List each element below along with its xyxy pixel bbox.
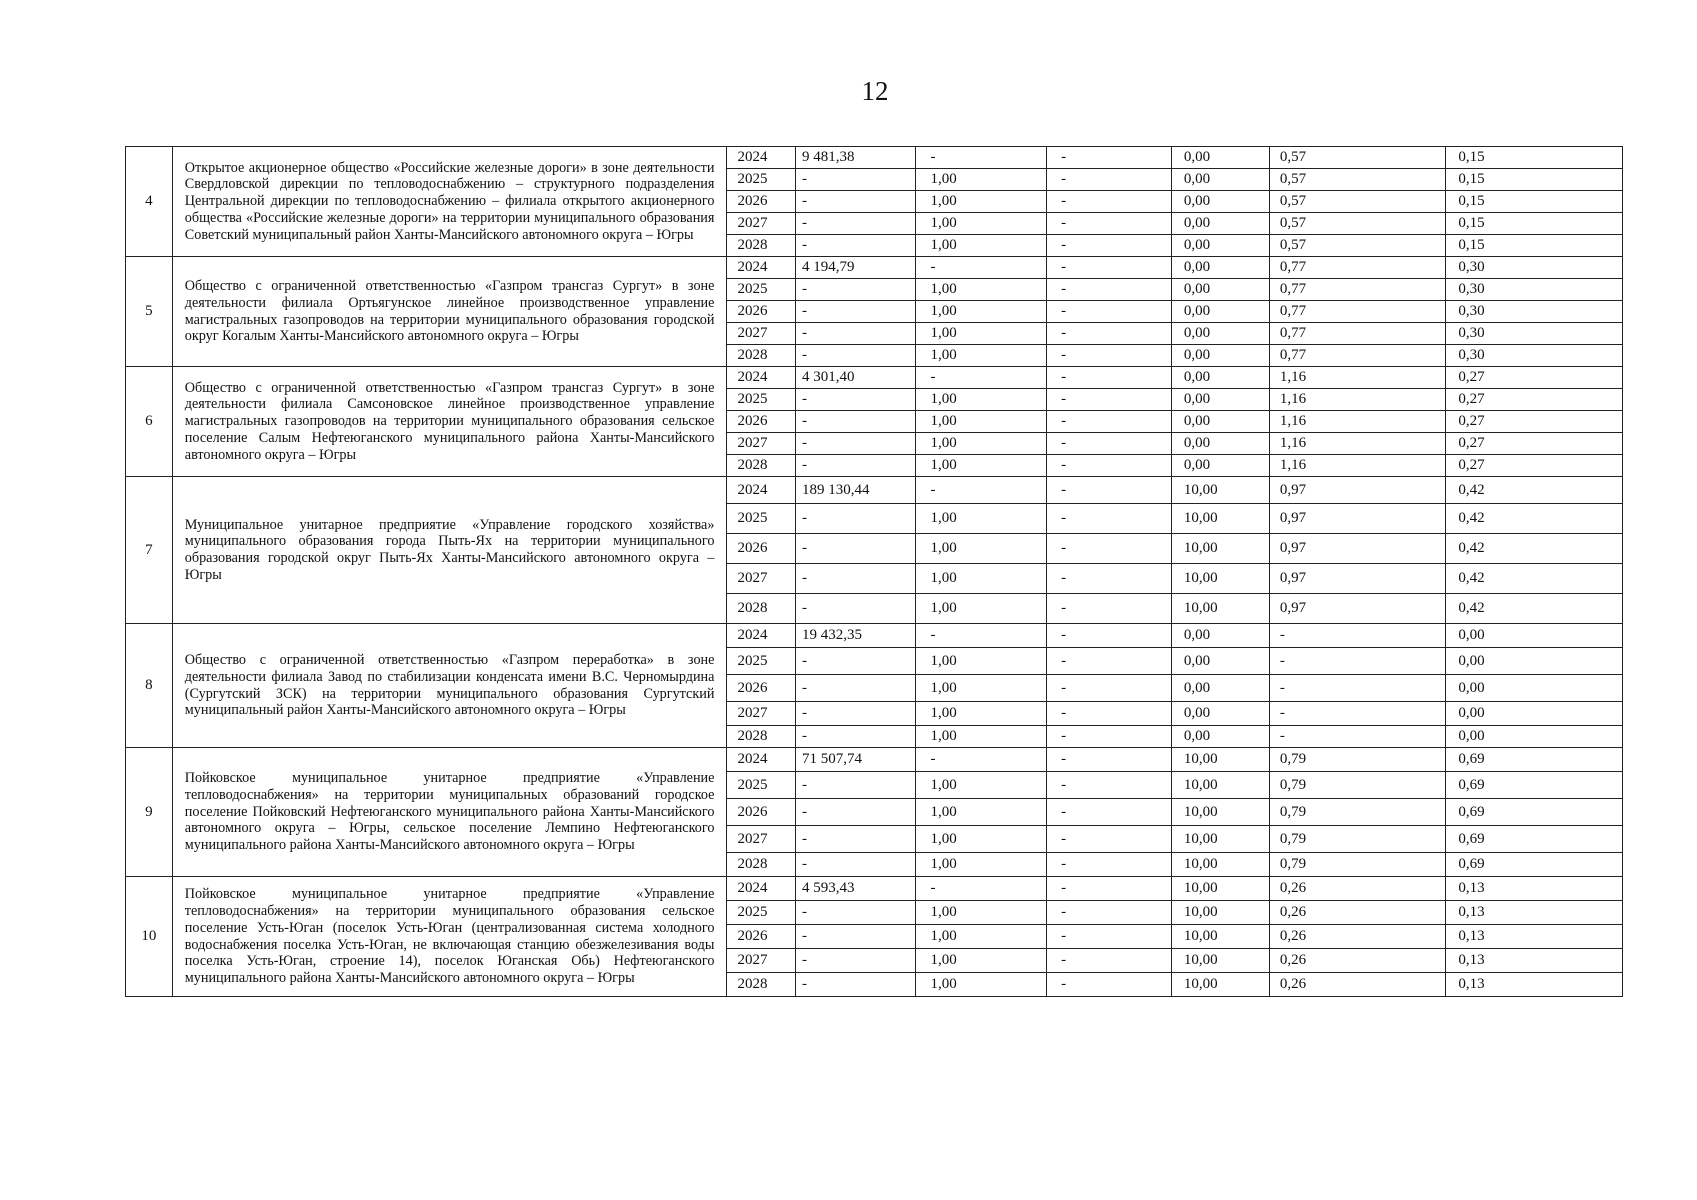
value-cell-3: - bbox=[1047, 323, 1172, 345]
organization-description: Открытое акционерное общество «Российские железные дороги» в зоне деятельности Свердловской дирекции по тепловодоснабжению – структурного подразделения Центральной дирекции по тепловодоснабжению – филиала открытого акционерного общества «Российские железные дороги» на территории муниципального образования Советский муниципальный район Ханты-Мансийского автономного округа – Югры bbox=[172, 147, 727, 257]
table-row bbox=[126, 477, 1623, 504]
value-cell-5: 0,79 bbox=[1269, 772, 1445, 799]
value-cell-2: 1,00 bbox=[916, 213, 1047, 235]
value-cell-5: 0,26 bbox=[1269, 973, 1445, 997]
year-cell: 2024 bbox=[727, 147, 796, 169]
value-cell-5: 0,79 bbox=[1269, 748, 1445, 772]
year-cell: 2026 bbox=[727, 534, 796, 564]
value-cell-1: 19 432,35 bbox=[796, 624, 916, 648]
value-cell-5: 0,26 bbox=[1269, 949, 1445, 973]
value-cell-1: 4 301,40 bbox=[796, 367, 916, 389]
value-cell-5: 0,97 bbox=[1269, 564, 1445, 594]
value-cell-1: - bbox=[796, 411, 916, 433]
value-cell-5: 0,79 bbox=[1269, 799, 1445, 826]
value-cell-2: 1,00 bbox=[916, 504, 1047, 534]
page-number: 12 bbox=[861, 76, 889, 106]
value-cell-4: 0,00 bbox=[1171, 257, 1269, 279]
year-cell: 2028 bbox=[727, 726, 796, 748]
value-cell-2: - bbox=[916, 257, 1047, 279]
value-cell-3: - bbox=[1047, 191, 1172, 213]
value-cell-3: - bbox=[1047, 675, 1172, 702]
year-cell: 2024 bbox=[727, 367, 796, 389]
value-cell-6: 0,13 bbox=[1446, 973, 1623, 997]
value-cell-3: - bbox=[1047, 389, 1172, 411]
value-cell-3: - bbox=[1047, 726, 1172, 748]
value-cell-2: 1,00 bbox=[916, 702, 1047, 726]
value-cell-5: 0,26 bbox=[1269, 925, 1445, 949]
value-cell-3: - bbox=[1047, 853, 1172, 877]
value-cell-4: 0,00 bbox=[1171, 433, 1269, 455]
value-cell-3: - bbox=[1047, 901, 1172, 925]
value-cell-3: - bbox=[1047, 925, 1172, 949]
value-cell-5: 0,97 bbox=[1269, 534, 1445, 564]
value-cell-3: - bbox=[1047, 169, 1172, 191]
value-cell-4: 10,00 bbox=[1171, 826, 1269, 853]
value-cell-1: - bbox=[796, 504, 916, 534]
organization-description: Общество с ограниченной ответственностью «Газпром переработка» в зоне деятельности филиала Завод по стабилизации конденсата имени В.С. Черномырдина (Сургутский ЗСК) на территории муниципального образования Сургутский муниципальный район Ханты-Мансийского автономного округа – Югры bbox=[172, 624, 727, 748]
value-cell-4: 0,00 bbox=[1171, 726, 1269, 748]
value-cell-6: 0,27 bbox=[1446, 389, 1623, 411]
value-cell-5: 0,57 bbox=[1269, 191, 1445, 213]
value-cell-2: - bbox=[916, 477, 1047, 504]
value-cell-6: 0,42 bbox=[1446, 477, 1623, 504]
value-cell-5: 1,16 bbox=[1269, 433, 1445, 455]
value-cell-3: - bbox=[1047, 748, 1172, 772]
value-cell-3: - bbox=[1047, 826, 1172, 853]
value-cell-6: 0,27 bbox=[1446, 433, 1623, 455]
value-cell-6: 0,30 bbox=[1446, 345, 1623, 367]
value-cell-4: 0,00 bbox=[1171, 411, 1269, 433]
value-cell-1: - bbox=[796, 901, 916, 925]
value-cell-5: - bbox=[1269, 702, 1445, 726]
value-cell-6: 0,00 bbox=[1446, 675, 1623, 702]
year-cell: 2026 bbox=[727, 925, 796, 949]
year-cell: 2025 bbox=[727, 772, 796, 799]
year-cell: 2028 bbox=[727, 973, 796, 997]
value-cell-4: 10,00 bbox=[1171, 534, 1269, 564]
year-cell: 2025 bbox=[727, 648, 796, 675]
value-cell-1: - bbox=[796, 826, 916, 853]
organization-description: Муниципальное унитарное предприятие «Управление городского хозяйства» муниципального образования города Пыть-Ях на территории муниципального образования городской округ Пыть-Ях Ханты-Мансийского автономного округа – Югры bbox=[172, 477, 727, 624]
value-cell-1: - bbox=[796, 213, 916, 235]
row-number: 9 bbox=[126, 748, 173, 877]
value-cell-4: 0,00 bbox=[1171, 389, 1269, 411]
value-cell-6: 0,13 bbox=[1446, 949, 1623, 973]
value-cell-6: 0,69 bbox=[1446, 748, 1623, 772]
value-cell-2: 1,00 bbox=[916, 799, 1047, 826]
value-cell-3: - bbox=[1047, 949, 1172, 973]
value-cell-5: 1,16 bbox=[1269, 389, 1445, 411]
value-cell-2: 1,00 bbox=[916, 949, 1047, 973]
value-cell-4: 10,00 bbox=[1171, 477, 1269, 504]
value-cell-6: 0,00 bbox=[1446, 624, 1623, 648]
year-cell: 2026 bbox=[727, 799, 796, 826]
value-cell-3: - bbox=[1047, 433, 1172, 455]
value-cell-6: 0,69 bbox=[1446, 853, 1623, 877]
value-cell-1: 4 194,79 bbox=[796, 257, 916, 279]
value-cell-1: 9 481,38 bbox=[796, 147, 916, 169]
value-cell-6: 0,69 bbox=[1446, 826, 1623, 853]
row-number: 10 bbox=[126, 877, 173, 997]
value-cell-5: 0,97 bbox=[1269, 477, 1445, 504]
row-number: 6 bbox=[126, 367, 173, 477]
organization-description: Общество с ограниченной ответственностью «Газпром трансгаз Сургут» в зоне деятельности филиала Ортьягунское линейное производственное управление магистральных газопроводов на территории муниципального образования городской округ Когалым Ханты-Мансийского автономного округа – Югры bbox=[172, 257, 727, 367]
value-cell-2: 1,00 bbox=[916, 191, 1047, 213]
value-cell-6: 0,42 bbox=[1446, 534, 1623, 564]
value-cell-5: 1,16 bbox=[1269, 367, 1445, 389]
value-cell-5: 0,26 bbox=[1269, 901, 1445, 925]
year-cell: 2027 bbox=[727, 564, 796, 594]
value-cell-3: - bbox=[1047, 345, 1172, 367]
value-cell-4: 0,00 bbox=[1171, 345, 1269, 367]
value-cell-6: 0,00 bbox=[1446, 648, 1623, 675]
value-cell-2: 1,00 bbox=[916, 925, 1047, 949]
value-cell-5: 0,77 bbox=[1269, 323, 1445, 345]
value-cell-1: - bbox=[796, 853, 916, 877]
value-cell-6: 0,30 bbox=[1446, 301, 1623, 323]
value-cell-4: 0,00 bbox=[1171, 279, 1269, 301]
year-cell: 2027 bbox=[727, 323, 796, 345]
value-cell-1: - bbox=[796, 235, 916, 257]
value-cell-4: 0,00 bbox=[1171, 147, 1269, 169]
value-cell-5: - bbox=[1269, 648, 1445, 675]
value-cell-6: 0,15 bbox=[1446, 147, 1623, 169]
value-cell-1: - bbox=[796, 389, 916, 411]
value-cell-5: 0,79 bbox=[1269, 826, 1445, 853]
value-cell-2: 1,00 bbox=[916, 389, 1047, 411]
table-row bbox=[126, 877, 1623, 901]
value-cell-4: 0,00 bbox=[1171, 702, 1269, 726]
value-cell-4: 10,00 bbox=[1171, 748, 1269, 772]
value-cell-2: 1,00 bbox=[916, 648, 1047, 675]
value-cell-1: - bbox=[796, 799, 916, 826]
year-cell: 2024 bbox=[727, 624, 796, 648]
value-cell-6: 0,15 bbox=[1446, 191, 1623, 213]
year-cell: 2024 bbox=[727, 477, 796, 504]
year-cell: 2025 bbox=[727, 901, 796, 925]
value-cell-3: - bbox=[1047, 367, 1172, 389]
value-cell-1: - bbox=[796, 702, 916, 726]
year-cell: 2028 bbox=[727, 235, 796, 257]
value-cell-6: 0,00 bbox=[1446, 702, 1623, 726]
value-cell-2: 1,00 bbox=[916, 411, 1047, 433]
year-cell: 2028 bbox=[727, 594, 796, 624]
value-cell-6: 0,27 bbox=[1446, 367, 1623, 389]
value-cell-1: - bbox=[796, 191, 916, 213]
table-row bbox=[126, 147, 1623, 169]
value-cell-2: 1,00 bbox=[916, 169, 1047, 191]
value-cell-4: 0,00 bbox=[1171, 367, 1269, 389]
value-cell-3: - bbox=[1047, 973, 1172, 997]
table-row bbox=[126, 624, 1623, 648]
value-cell-5: 0,77 bbox=[1269, 301, 1445, 323]
value-cell-6: 0,42 bbox=[1446, 594, 1623, 624]
value-cell-1: 71 507,74 bbox=[796, 748, 916, 772]
value-cell-1: 4 593,43 bbox=[796, 877, 916, 901]
value-cell-4: 0,00 bbox=[1171, 301, 1269, 323]
value-cell-3: - bbox=[1047, 624, 1172, 648]
value-cell-4: 10,00 bbox=[1171, 901, 1269, 925]
row-number: 5 bbox=[126, 257, 173, 367]
value-cell-2: - bbox=[916, 748, 1047, 772]
value-cell-6: 0,15 bbox=[1446, 235, 1623, 257]
value-cell-2: 1,00 bbox=[916, 772, 1047, 799]
value-cell-2: 1,00 bbox=[916, 564, 1047, 594]
value-cell-6: 0,42 bbox=[1446, 564, 1623, 594]
value-cell-2: 1,00 bbox=[916, 455, 1047, 477]
value-cell-1: - bbox=[796, 169, 916, 191]
value-cell-1: - bbox=[796, 925, 916, 949]
value-cell-3: - bbox=[1047, 564, 1172, 594]
value-cell-3: - bbox=[1047, 477, 1172, 504]
year-cell: 2026 bbox=[727, 191, 796, 213]
value-cell-4: 10,00 bbox=[1171, 877, 1269, 901]
year-cell: 2028 bbox=[727, 345, 796, 367]
value-cell-5: 0,97 bbox=[1269, 594, 1445, 624]
value-cell-2: 1,00 bbox=[916, 973, 1047, 997]
value-cell-6: 0,00 bbox=[1446, 726, 1623, 748]
value-cell-1: - bbox=[796, 455, 916, 477]
value-cell-1: - bbox=[796, 279, 916, 301]
value-cell-1: - bbox=[796, 323, 916, 345]
value-cell-5: 0,79 bbox=[1269, 853, 1445, 877]
value-cell-2: 1,00 bbox=[916, 901, 1047, 925]
value-cell-3: - bbox=[1047, 648, 1172, 675]
value-cell-5: 0,57 bbox=[1269, 213, 1445, 235]
value-cell-3: - bbox=[1047, 411, 1172, 433]
value-cell-5: 0,77 bbox=[1269, 345, 1445, 367]
value-cell-6: 0,30 bbox=[1446, 257, 1623, 279]
value-cell-6: 0,69 bbox=[1446, 772, 1623, 799]
row-number: 8 bbox=[126, 624, 173, 748]
value-cell-2: 1,00 bbox=[916, 853, 1047, 877]
value-cell-1: - bbox=[796, 973, 916, 997]
year-cell: 2024 bbox=[727, 877, 796, 901]
value-cell-1: - bbox=[796, 772, 916, 799]
value-cell-4: 10,00 bbox=[1171, 772, 1269, 799]
value-cell-6: 0,15 bbox=[1446, 169, 1623, 191]
year-cell: 2028 bbox=[727, 853, 796, 877]
value-cell-4: 10,00 bbox=[1171, 973, 1269, 997]
year-cell: 2024 bbox=[727, 257, 796, 279]
value-cell-4: 0,00 bbox=[1171, 213, 1269, 235]
value-cell-5: 0,26 bbox=[1269, 877, 1445, 901]
value-cell-4: 10,00 bbox=[1171, 925, 1269, 949]
value-cell-2: 1,00 bbox=[916, 345, 1047, 367]
value-cell-3: - bbox=[1047, 799, 1172, 826]
year-cell: 2027 bbox=[727, 826, 796, 853]
row-number: 4 bbox=[126, 147, 173, 257]
value-cell-5: 0,57 bbox=[1269, 235, 1445, 257]
value-cell-3: - bbox=[1047, 877, 1172, 901]
value-cell-2: 1,00 bbox=[916, 301, 1047, 323]
value-cell-1: - bbox=[796, 648, 916, 675]
value-cell-3: - bbox=[1047, 702, 1172, 726]
value-cell-4: 10,00 bbox=[1171, 504, 1269, 534]
value-cell-1: - bbox=[796, 345, 916, 367]
value-cell-6: 0,13 bbox=[1446, 877, 1623, 901]
value-cell-2: 1,00 bbox=[916, 323, 1047, 345]
year-cell: 2025 bbox=[727, 389, 796, 411]
value-cell-6: 0,69 bbox=[1446, 799, 1623, 826]
value-cell-5: 1,16 bbox=[1269, 455, 1445, 477]
indicators-table bbox=[125, 146, 1623, 997]
value-cell-3: - bbox=[1047, 213, 1172, 235]
value-cell-5: - bbox=[1269, 624, 1445, 648]
value-cell-4: 0,00 bbox=[1171, 323, 1269, 345]
value-cell-4: 0,00 bbox=[1171, 648, 1269, 675]
value-cell-6: 0,30 bbox=[1446, 323, 1623, 345]
value-cell-6: 0,13 bbox=[1446, 901, 1623, 925]
value-cell-1: - bbox=[796, 564, 916, 594]
value-cell-5: 0,57 bbox=[1269, 169, 1445, 191]
value-cell-6: 0,15 bbox=[1446, 213, 1623, 235]
year-cell: 2025 bbox=[727, 169, 796, 191]
organization-description: Пойковское муниципальное унитарное предприятие «Управление тепловодоснабжения» на территории муниципальных образований городское поселение Пойковский Нефтеюганского муниципального района Ханты-Мансийского автономного округа – Югры, сельское поселение Лемпино Нефтеюганского муниципального района Ханты-Мансийского автономного округа – Югры bbox=[172, 748, 727, 877]
value-cell-2: 1,00 bbox=[916, 675, 1047, 702]
value-cell-3: - bbox=[1047, 594, 1172, 624]
year-cell: 2026 bbox=[727, 411, 796, 433]
table-row bbox=[126, 257, 1623, 279]
value-cell-5: - bbox=[1269, 675, 1445, 702]
value-cell-4: 0,00 bbox=[1171, 624, 1269, 648]
value-cell-2: 1,00 bbox=[916, 235, 1047, 257]
value-cell-2: - bbox=[916, 877, 1047, 901]
value-cell-2: 1,00 bbox=[916, 826, 1047, 853]
year-cell: 2027 bbox=[727, 702, 796, 726]
value-cell-3: - bbox=[1047, 301, 1172, 323]
value-cell-2: 1,00 bbox=[916, 279, 1047, 301]
value-cell-1: - bbox=[796, 433, 916, 455]
value-cell-5: 0,57 bbox=[1269, 147, 1445, 169]
value-cell-5: - bbox=[1269, 726, 1445, 748]
value-cell-5: 0,77 bbox=[1269, 279, 1445, 301]
value-cell-4: 10,00 bbox=[1171, 799, 1269, 826]
value-cell-6: 0,42 bbox=[1446, 504, 1623, 534]
value-cell-4: 10,00 bbox=[1171, 853, 1269, 877]
year-cell: 2024 bbox=[727, 748, 796, 772]
value-cell-1: - bbox=[796, 301, 916, 323]
value-cell-3: - bbox=[1047, 534, 1172, 564]
value-cell-3: - bbox=[1047, 257, 1172, 279]
value-cell-1: - bbox=[796, 675, 916, 702]
value-cell-6: 0,27 bbox=[1446, 455, 1623, 477]
value-cell-3: - bbox=[1047, 504, 1172, 534]
year-cell: 2028 bbox=[727, 455, 796, 477]
value-cell-2: - bbox=[916, 624, 1047, 648]
value-cell-4: 10,00 bbox=[1171, 594, 1269, 624]
value-cell-1: - bbox=[796, 534, 916, 564]
value-cell-2: - bbox=[916, 147, 1047, 169]
value-cell-1: 189 130,44 bbox=[796, 477, 916, 504]
value-cell-3: - bbox=[1047, 772, 1172, 799]
value-cell-4: 10,00 bbox=[1171, 564, 1269, 594]
year-cell: 2025 bbox=[727, 504, 796, 534]
value-cell-1: - bbox=[796, 594, 916, 624]
value-cell-4: 0,00 bbox=[1171, 235, 1269, 257]
year-cell: 2027 bbox=[727, 213, 796, 235]
value-cell-3: - bbox=[1047, 279, 1172, 301]
value-cell-5: 0,97 bbox=[1269, 504, 1445, 534]
year-cell: 2027 bbox=[727, 949, 796, 973]
value-cell-6: 0,13 bbox=[1446, 925, 1623, 949]
value-cell-2: 1,00 bbox=[916, 726, 1047, 748]
year-cell: 2026 bbox=[727, 675, 796, 702]
row-number: 7 bbox=[126, 477, 173, 624]
value-cell-1: - bbox=[796, 949, 916, 973]
value-cell-3: - bbox=[1047, 235, 1172, 257]
value-cell-2: 1,00 bbox=[916, 594, 1047, 624]
value-cell-4: 0,00 bbox=[1171, 191, 1269, 213]
value-cell-3: - bbox=[1047, 455, 1172, 477]
organization-description: Общество с ограниченной ответственностью «Газпром трансгаз Сургут» в зоне деятельности филиала Самсоновское линейное производственное управление магистральных газопроводов на территории муниципального образования сельское поселение Салым Нефтеюганского муниципального района Ханты-Мансийского автономного округа – Югры bbox=[172, 367, 727, 477]
table-row bbox=[126, 367, 1623, 389]
value-cell-6: 0,30 bbox=[1446, 279, 1623, 301]
year-cell: 2027 bbox=[727, 433, 796, 455]
year-cell: 2026 bbox=[727, 301, 796, 323]
value-cell-4: 0,00 bbox=[1171, 455, 1269, 477]
value-cell-2: 1,00 bbox=[916, 433, 1047, 455]
value-cell-5: 1,16 bbox=[1269, 411, 1445, 433]
value-cell-2: - bbox=[916, 367, 1047, 389]
value-cell-4: 0,00 bbox=[1171, 675, 1269, 702]
year-cell: 2025 bbox=[727, 279, 796, 301]
value-cell-4: 0,00 bbox=[1171, 169, 1269, 191]
value-cell-6: 0,27 bbox=[1446, 411, 1623, 433]
table-row bbox=[126, 748, 1623, 772]
table-body bbox=[126, 147, 1623, 997]
value-cell-4: 10,00 bbox=[1171, 949, 1269, 973]
value-cell-3: - bbox=[1047, 147, 1172, 169]
value-cell-5: 0,77 bbox=[1269, 257, 1445, 279]
organization-description: Пойковское муниципальное унитарное предприятие «Управление тепловодоснабжения» на территории муниципального образования сельское поселение Усть-Юган (поселок Усть-Юган (централизованная система холодного водоснабжения поселка Усть-Юган, не включающая станцию обезжелезивания воды поселка Усть-Юган, строение 14), поселок Юганская Обь) Нефтеюганского муниципального района Ханты-Мансийского автономного округа – Югры bbox=[172, 877, 727, 997]
value-cell-2: 1,00 bbox=[916, 534, 1047, 564]
value-cell-1: - bbox=[796, 726, 916, 748]
